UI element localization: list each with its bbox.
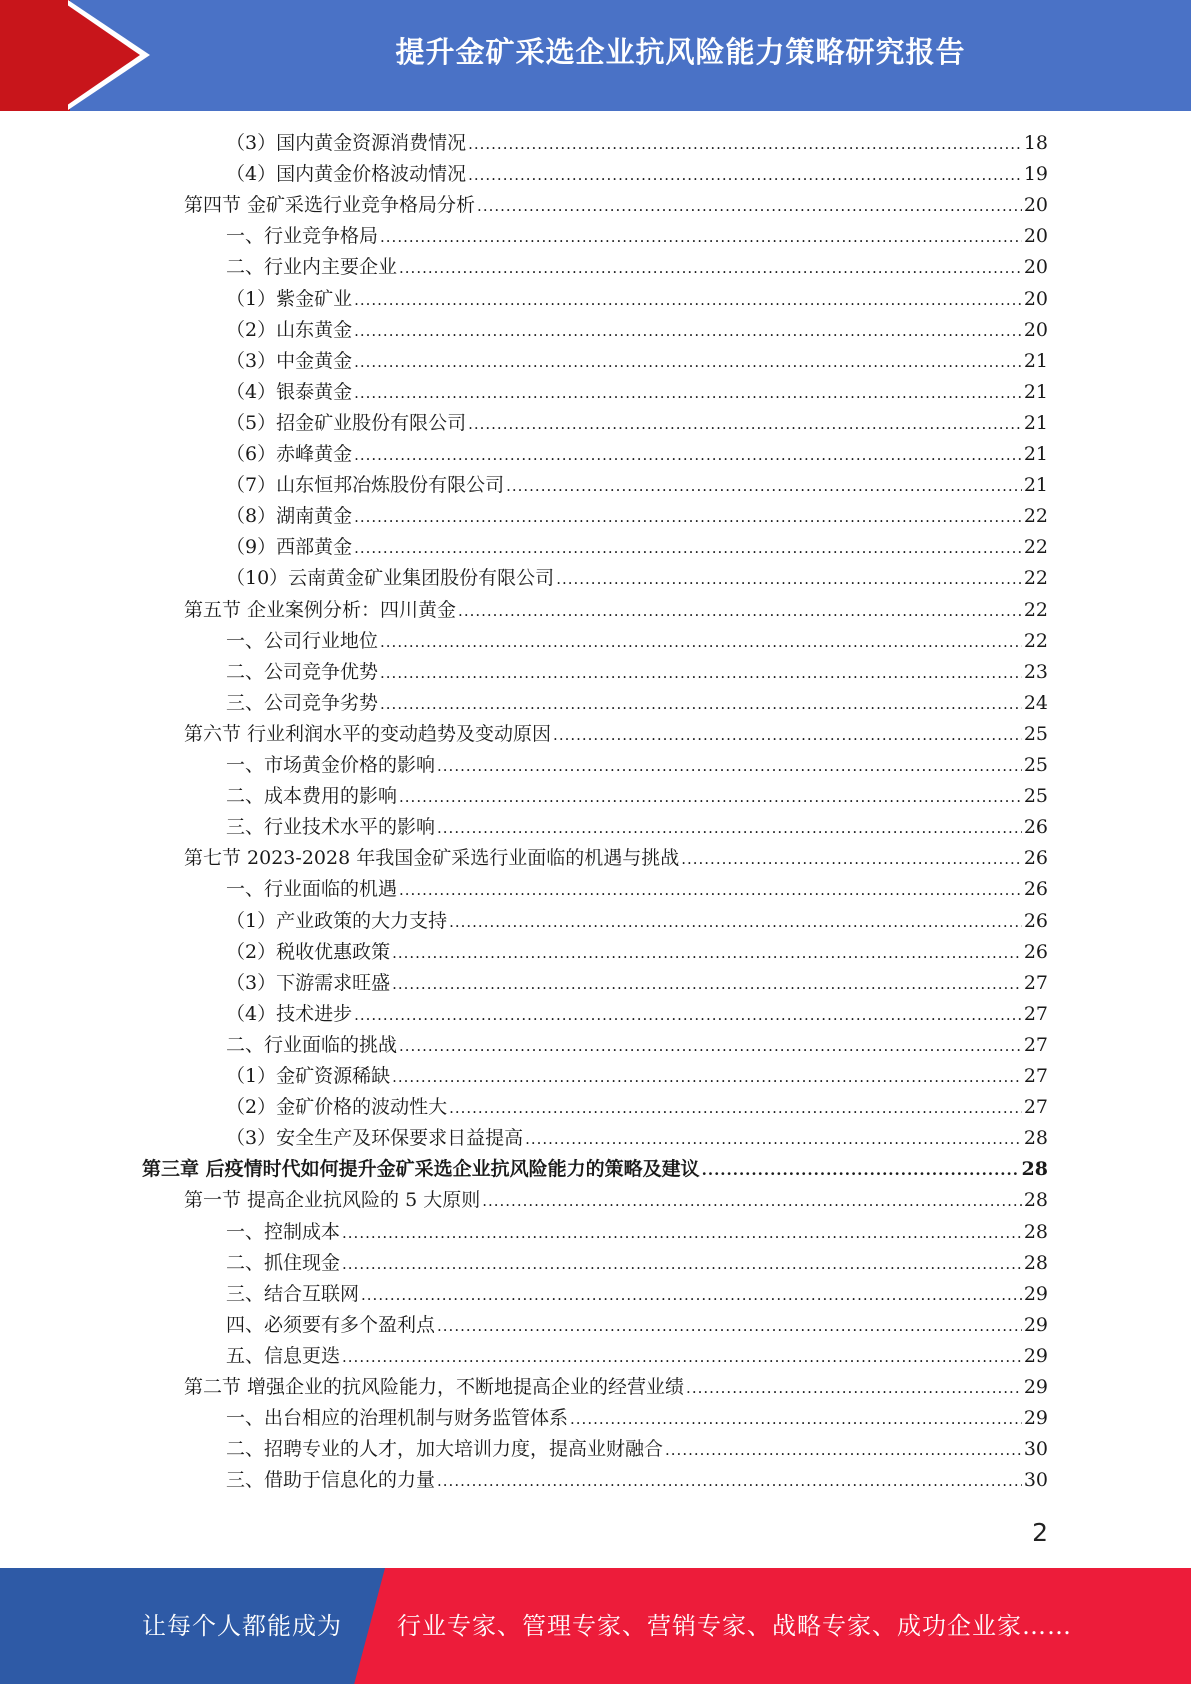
toc-leader-dots <box>449 906 1022 938</box>
toc-entry-page: 29 <box>1023 1313 1048 1336</box>
toc-leader-dots <box>686 1372 1022 1404</box>
toc-entry[interactable] <box>226 968 1048 999</box>
toc-leader-dots <box>354 315 1022 347</box>
toc-leader-dots <box>380 688 1022 720</box>
toc-entry[interactable] <box>226 252 1048 283</box>
toc-entry[interactable] <box>226 1030 1048 1061</box>
toc-entry-page: 26 <box>1023 878 1048 901</box>
toc-entry-title: 一、出台相应的治理机制与财务监管体系 <box>226 1407 569 1430</box>
toc-entry-page: 29 <box>1023 1376 1048 1398</box>
toc-entry[interactable] <box>226 408 1048 439</box>
toc-entry[interactable] <box>226 470 1048 501</box>
toc-entry[interactable] <box>184 843 1048 874</box>
toc-leader-dots <box>468 128 1022 160</box>
toc-entry-title: 三、结合互联网 <box>226 1282 360 1305</box>
toc-entry-title: 第七节 2023-2028 年我国金矿采选行业面临的机遇与挑战 <box>184 847 680 870</box>
toc-entry[interactable] <box>226 1217 1048 1248</box>
toc-leader-dots <box>437 1465 1022 1497</box>
toc-leader-dots <box>380 657 1022 689</box>
toc-entry[interactable] <box>226 1465 1048 1496</box>
toc-entry[interactable] <box>184 595 1048 626</box>
toc-entry-page: 28 <box>1023 1251 1048 1274</box>
toc-entry-page: 26 <box>1023 909 1048 932</box>
toc-leader-dots <box>556 563 1022 595</box>
toc-entry-title: 第三章 后疫情时代如何提升金矿采选企业抗风险能力的策略及建议 <box>142 1158 700 1181</box>
toc-leader-dots <box>437 812 1022 844</box>
toc-entry[interactable] <box>184 190 1048 221</box>
toc-entry-page: 22 <box>1023 536 1048 559</box>
toc-entry[interactable] <box>184 1185 1048 1216</box>
toc-entry-page: 20 <box>1023 318 1048 341</box>
toc-entry-title: 三、行业技术水平的影响 <box>226 816 436 839</box>
toc-leader-dots <box>354 377 1022 409</box>
toc-entry[interactable] <box>226 688 1048 719</box>
toc-entry[interactable] <box>226 128 1048 159</box>
toc-entry-title: （1）紫金矿业 <box>226 287 353 310</box>
toc-entry[interactable] <box>226 1341 1048 1372</box>
toc-entry[interactable] <box>226 159 1048 190</box>
toc-entry-page: 21 <box>1023 474 1048 497</box>
toc-entry[interactable] <box>226 874 1048 905</box>
toc-entry[interactable] <box>226 346 1048 377</box>
toc-entry-page: 21 <box>1023 380 1048 403</box>
toc-entry-title: 二、抓住现金 <box>226 1251 341 1274</box>
toc-entry-title: 四、必须要有多个盈利点 <box>226 1313 436 1336</box>
toc-leader-dots <box>342 1217 1022 1249</box>
toc-entry-page: 27 <box>1023 1002 1048 1025</box>
toc-entry[interactable] <box>226 812 1048 843</box>
footer-slogan-right: 行业专家、管理专家、营销专家、战略专家、成功企业家…… <box>397 1612 1072 1640</box>
page-number: 2 <box>1032 1518 1048 1547</box>
toc-entry-title: （1）产业政策的大力支持 <box>226 909 448 932</box>
toc-entry-page: 25 <box>1023 785 1048 808</box>
toc-entry-title: （9）西部黄金 <box>226 536 353 559</box>
toc-entry-page: 21 <box>1023 349 1048 372</box>
toc-entry[interactable] <box>226 1123 1048 1154</box>
toc-entry[interactable] <box>226 999 1048 1030</box>
toc-entry-page: 20 <box>1023 194 1048 217</box>
header-chevron-icon <box>60 0 140 110</box>
toc-entry-title: 一、市场黄金价格的影响 <box>226 754 436 776</box>
toc-entry[interactable] <box>226 937 1048 968</box>
toc-entry-page: 29 <box>1023 1407 1048 1430</box>
toc-entry-title: 二、公司竞争优势 <box>226 660 379 683</box>
toc-entry-title: （4）技术进步 <box>226 1002 353 1025</box>
toc-entry-page: 26 <box>1023 940 1048 963</box>
toc-entry-page: 20 <box>1023 287 1048 310</box>
toc-entry[interactable] <box>226 750 1048 781</box>
toc-entry[interactable] <box>226 1061 1048 1092</box>
toc-leader-dots <box>553 719 1022 751</box>
footer-slogan-left: 让每个人都能成为 <box>142 1612 342 1640</box>
toc-entry[interactable] <box>184 1372 1048 1403</box>
toc-entry-page: 28 <box>1021 1158 1048 1181</box>
toc-entry-page: 25 <box>1023 722 1048 745</box>
toc-leader-dots <box>468 159 1022 191</box>
toc-entry-page: 21 <box>1023 411 1048 434</box>
toc-entry-title: 二、招聘专业的人才，加大培训力度，提高业财融合 <box>226 1438 664 1461</box>
toc-entry-title: 三、公司竞争劣势 <box>226 691 379 714</box>
toc-entry-title: 第一节 提高企业抗风险的 5 大原则 <box>184 1189 481 1212</box>
toc-entry-title: 二、行业面临的挑战 <box>226 1033 398 1056</box>
toc-entry-title: （1）金矿资源稀缺 <box>226 1065 391 1087</box>
toc-leader-dots <box>361 1279 1022 1311</box>
toc-entry[interactable] <box>226 1403 1048 1434</box>
toc-entry-title: 二、成本费用的影响 <box>226 785 398 808</box>
toc-entry-title: 第二节 增强企业的抗风险能力，不断地提高企业的经营业绩 <box>184 1376 685 1398</box>
toc-entry-page: 30 <box>1023 1469 1048 1492</box>
toc-leader-dots <box>468 408 1022 440</box>
toc-entry-title: （3）下游需求旺盛 <box>226 971 391 994</box>
toc-entry[interactable] <box>226 501 1048 532</box>
toc-entry-page: 27 <box>1023 971 1048 994</box>
toc-entry-page: 22 <box>1023 629 1048 652</box>
toc-entry-page: 29 <box>1023 1282 1048 1305</box>
toc-entry[interactable] <box>226 1310 1048 1341</box>
toc-entry-page: 23 <box>1023 660 1048 683</box>
toc-entry[interactable] <box>226 377 1048 408</box>
toc-entry-title: （5）招金矿业股份有限公司 <box>226 411 467 434</box>
toc-entry[interactable] <box>226 1434 1048 1465</box>
toc-leader-dots <box>399 1030 1022 1062</box>
toc-entry-title: （8）湖南黄金 <box>226 505 353 528</box>
toc-leader-dots <box>399 781 1022 813</box>
toc-entry-title: 一、控制成本 <box>226 1220 341 1243</box>
toc-leader-dots <box>399 874 1022 906</box>
toc-leader-dots <box>380 626 1022 658</box>
toc-leader-dots <box>399 252 1022 284</box>
toc-leader-dots <box>342 1341 1022 1373</box>
toc-entry-page: 22 <box>1023 505 1048 528</box>
toc-entry-page: 28 <box>1023 1220 1048 1243</box>
toc-entry-page: 26 <box>1023 847 1048 870</box>
toc-entry[interactable] <box>226 315 1048 346</box>
toc-leader-dots <box>570 1403 1022 1435</box>
toc-entry[interactable] <box>226 657 1048 688</box>
toc-entry[interactable] <box>226 1279 1048 1310</box>
toc-entry-title: （2）税收优惠政策 <box>226 940 391 963</box>
toc-entry-title: （4）银泰黄金 <box>226 380 353 403</box>
toc-entry-title: （7）山东恒邦冶炼股份有限公司 <box>226 474 505 497</box>
toc-entry-title: （4）国内黄金价格波动情况 <box>226 163 467 186</box>
toc-entry[interactable] <box>226 626 1048 657</box>
toc-entry-page: 24 <box>1023 691 1048 714</box>
toc-leader-dots <box>702 1154 1020 1186</box>
report-title: 提升金矿采选企业抗风险能力策略研究报告 <box>395 35 966 69</box>
toc-entry-page: 22 <box>1023 567 1048 590</box>
toc-entry-title: 第六节 行业利润水平的变动趋势及变动原因 <box>184 722 552 745</box>
toc-leader-dots <box>392 937 1022 969</box>
toc-entry-page: 22 <box>1023 598 1048 621</box>
toc-entry-title: （6）赤峰黄金 <box>226 443 353 465</box>
toc-entry[interactable] <box>142 1154 1048 1185</box>
toc-leader-dots <box>392 968 1022 1000</box>
toc-leader-dots <box>392 1061 1022 1093</box>
toc-entry[interactable] <box>226 1248 1048 1279</box>
toc-entry-title: （10）云南黄金矿业集团股份有限公司 <box>226 567 555 590</box>
toc-entry[interactable] <box>226 1092 1048 1123</box>
toc-leader-dots <box>437 750 1022 782</box>
toc-entry-page: 25 <box>1023 754 1048 776</box>
toc-leader-dots <box>354 999 1022 1031</box>
toc-entry-title: 三、借助于信息化的力量 <box>226 1469 436 1492</box>
toc-leader-dots <box>342 1248 1022 1280</box>
toc-entry-title: 第四节 金矿采选行业竞争格局分析 <box>184 194 476 217</box>
toc-leader-dots <box>354 346 1022 378</box>
toc-entry-title: 一、行业竞争格局 <box>226 225 379 248</box>
toc-entry-title: （2）山东黄金 <box>226 318 353 341</box>
toc-entry[interactable] <box>226 284 1048 315</box>
toc-entry-page: 18 <box>1023 132 1048 154</box>
toc-leader-dots <box>354 501 1022 533</box>
toc-leader-dots <box>354 532 1022 564</box>
toc-entry-title: 二、行业内主要企业 <box>226 256 398 279</box>
toc-entry[interactable] <box>226 221 1048 252</box>
toc-entry-page: 29 <box>1023 1344 1048 1367</box>
toc-entry-page: 20 <box>1023 225 1048 248</box>
toc-entry-page: 27 <box>1023 1096 1048 1119</box>
toc-leader-dots <box>506 470 1022 502</box>
toc-entry[interactable] <box>226 439 1048 470</box>
toc-leader-dots <box>437 1310 1022 1342</box>
toc-entry-page: 19 <box>1023 163 1048 186</box>
toc-leader-dots <box>681 843 1022 875</box>
toc-entry-title: 第五节 企业案例分析：四川黄金 <box>184 598 457 621</box>
toc-entry-title: 一、公司行业地位 <box>226 629 379 652</box>
toc-entry-title: （3）中金黄金 <box>226 349 353 372</box>
toc-leader-dots <box>449 1092 1022 1124</box>
toc-entry-title: （2）金矿价格的波动性大 <box>226 1096 448 1119</box>
toc-leader-dots <box>458 595 1022 627</box>
toc-entry-page: 27 <box>1023 1065 1048 1087</box>
toc-leader-dots <box>354 284 1022 316</box>
toc-entry-title: （3）国内黄金资源消费情况 <box>226 132 467 154</box>
toc-entry-page: 28 <box>1023 1189 1048 1212</box>
toc-entry-title: 五、信息更迭 <box>226 1344 341 1367</box>
toc-leader-dots <box>482 1185 1022 1217</box>
toc-entry-page: 21 <box>1023 443 1048 465</box>
toc-entry-title: （3）安全生产及环保要求日益提高 <box>226 1127 524 1150</box>
toc-leader-dots <box>354 439 1022 471</box>
toc-leader-dots <box>665 1434 1022 1466</box>
toc-entry[interactable] <box>184 719 1048 750</box>
toc-entry-page: 20 <box>1023 256 1048 279</box>
page-footer <box>0 1568 1191 1684</box>
toc-entry-title: 一、行业面临的机遇 <box>226 878 398 901</box>
toc-entry[interactable] <box>226 906 1048 937</box>
toc-leader-dots <box>525 1123 1022 1155</box>
toc-entry-page: 26 <box>1023 816 1048 839</box>
page-header <box>0 0 1191 111</box>
toc-leader-dots <box>477 190 1022 222</box>
toc-entry[interactable] <box>226 532 1048 563</box>
toc-entry[interactable] <box>226 781 1048 812</box>
toc-entry-page: 28 <box>1023 1127 1048 1150</box>
toc-entry[interactable] <box>226 563 1048 594</box>
toc-entry-page: 30 <box>1023 1438 1048 1461</box>
toc-entry-page: 27 <box>1023 1033 1048 1056</box>
toc-leader-dots <box>380 221 1022 253</box>
